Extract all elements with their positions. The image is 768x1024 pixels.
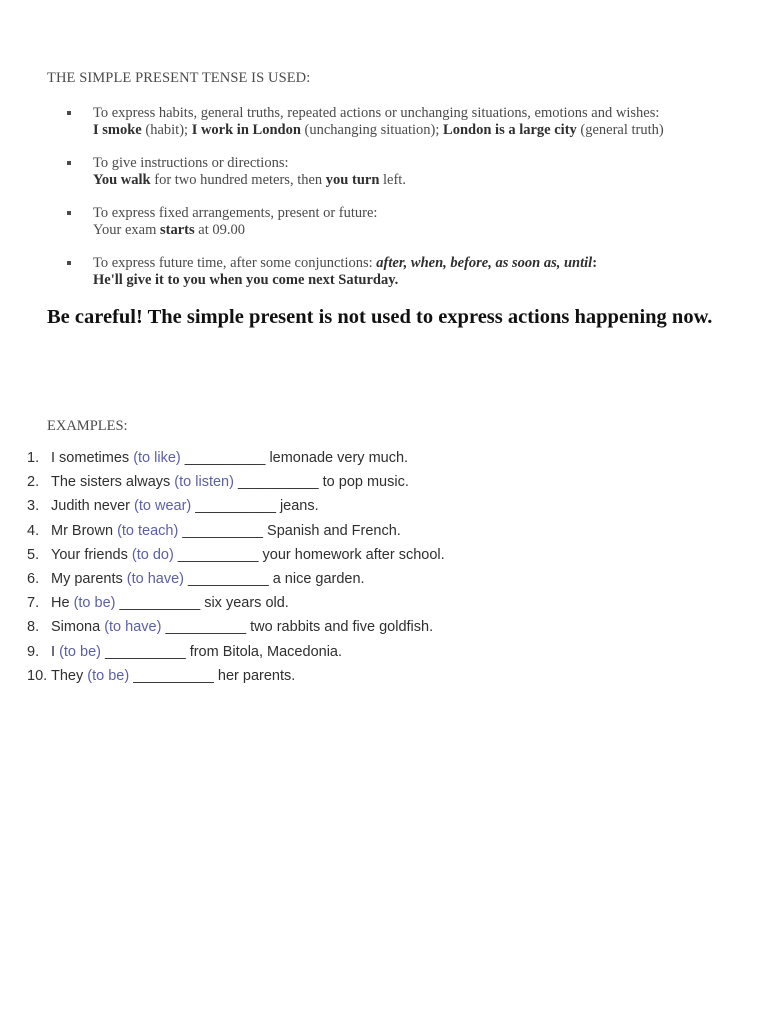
usage-example: You walk for two hundred meters, then you turn left. bbox=[93, 172, 406, 188]
usage-example: He'll give it to you when you come next Saturday. bbox=[93, 272, 399, 288]
usage-example: I smoke (habit); I work in London (unchanging situation); London is a large city (general truth) bbox=[93, 122, 664, 138]
exercise-item: 6. My parents (to have) __________ a nice garden. bbox=[27, 570, 365, 587]
bullet-square-icon bbox=[67, 261, 71, 265]
bullet-square-icon bbox=[67, 161, 71, 165]
answer-blank: __________ bbox=[129, 667, 218, 684]
usage-item-arrangements bbox=[67, 205, 747, 239]
usage-intro: To express habits, general truths, repeated actions or unchanging situations, emotions and wishes: bbox=[93, 105, 660, 121]
exercise-item: 10. They (to be) __________ her parents. bbox=[27, 667, 296, 684]
exercise-item: 4. Mr Brown (to teach) __________ Spanish and French. bbox=[27, 522, 401, 539]
answer-blank: __________ bbox=[100, 643, 190, 660]
answer-blank: __________ bbox=[183, 570, 273, 587]
usage-item-instructions bbox=[67, 155, 747, 189]
answer-blank: __________ bbox=[233, 474, 323, 491]
section-heading: THE SIMPLE PRESENT TENSE IS USED: bbox=[47, 70, 311, 86]
answer-blank: __________ bbox=[173, 546, 263, 563]
exercise-item: 9. I (to be) __________ from Bitola, Macedonia. bbox=[27, 643, 343, 660]
usage-item-habits bbox=[67, 105, 747, 139]
usage-item-future-time bbox=[67, 255, 747, 289]
usage-list bbox=[67, 105, 747, 305]
exercise-item: 3. Judith never (to wear) __________ jeans. bbox=[27, 498, 319, 515]
bullet-square-icon bbox=[67, 111, 71, 115]
exercise-item: 8. Simona (to have) __________ two rabbits and five goldfish. bbox=[27, 619, 434, 636]
examples-list bbox=[27, 449, 445, 691]
exercise-item: 7. He (to be) __________ six years old. bbox=[27, 595, 289, 612]
exercise-item: 2. The sisters always (to listen) __________ to pop music. bbox=[27, 474, 409, 491]
answer-blank: __________ bbox=[191, 498, 280, 515]
exercise-item: 5. Your friends (to do) __________ your homework after school. bbox=[27, 546, 445, 563]
usage-intro: To express future time, after some conjunctions: after, when, before, as soon as, until: bbox=[93, 255, 598, 271]
answer-blank: __________ bbox=[180, 450, 270, 466]
answer-blank: __________ bbox=[115, 595, 205, 612]
exercise-item: 1. I sometimes (to like) __________ lemonade very much. bbox=[27, 450, 409, 466]
usage-example: Your exam starts at 09.00 bbox=[93, 222, 245, 238]
bullet-square-icon bbox=[67, 211, 71, 215]
answer-blank: __________ bbox=[178, 522, 268, 539]
usage-intro: To express fixed arrangements, present or future: bbox=[93, 205, 378, 221]
examples-heading: EXAMPLES: bbox=[47, 418, 128, 434]
usage-intro: To give instructions or directions: bbox=[93, 155, 289, 171]
answer-blank: __________ bbox=[161, 619, 251, 636]
warning-note: Be careful! The simple present is not used to express actions happening now. bbox=[47, 306, 713, 328]
